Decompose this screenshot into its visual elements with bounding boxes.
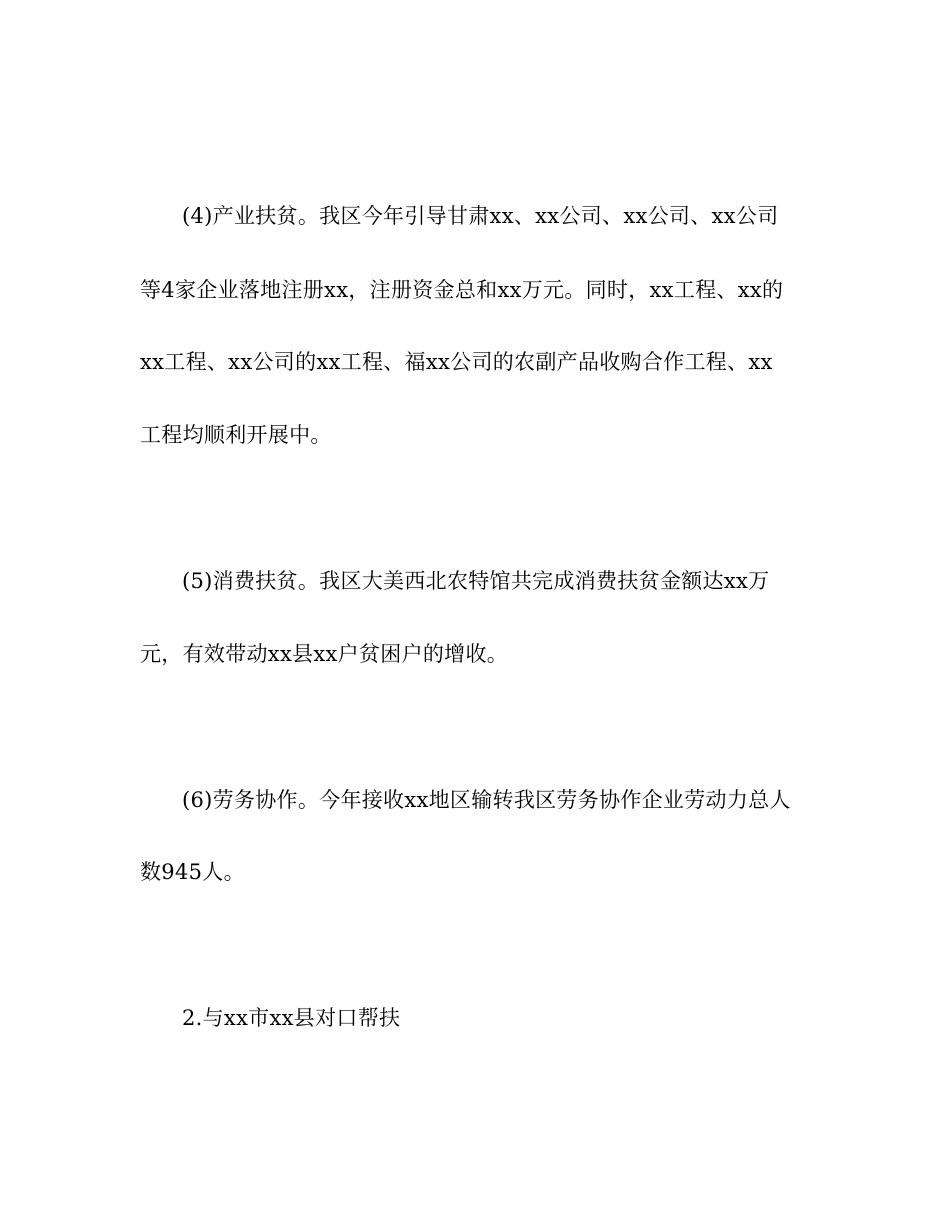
paragraph-4-line-4: 工程均顺利开展中。	[140, 423, 332, 447]
paragraph-5-line-1: (5)消费扶贫。我区大美西北农特馆共完成消费扶贫金额达xx万	[182, 569, 770, 593]
paragraph-6-line-2: 数945人。	[140, 860, 245, 884]
paragraph-4-line-2: 等4家企业落地注册xx，注册资金总和xx万元。同时，xx工程、xx的	[140, 278, 784, 302]
section-heading: 2.与xx市xx县对口帮扶	[182, 1006, 401, 1030]
paragraph-4-line-1: (4)产业扶贫。我区今年引导甘肃xx、xx公司、xx公司、xx公司	[182, 204, 779, 228]
paragraph-6-line-1: (6)劳务协作。今年接收xx地区输转我区劳务协作企业劳动力总人	[182, 788, 791, 812]
paragraph-5-line-2: 元，有效带动xx县xx户贫困户的增收。	[140, 642, 509, 666]
paragraph-4-line-3: xx工程、xx公司的xx工程、福xx公司的农副产品收购合作工程、xx	[140, 350, 773, 374]
